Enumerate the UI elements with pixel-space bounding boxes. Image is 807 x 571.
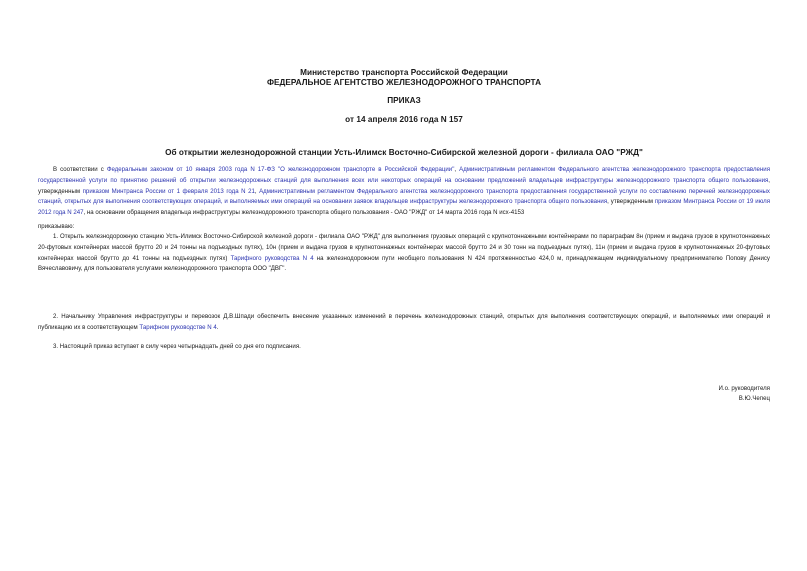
document-title: Об открытии железнодорожной станции Усть-Илимск Восточно-Сибирской железной дороги - филиала ОАО "РЖД" xyxy=(165,148,643,157)
agency-name: ФЕДЕРАЛЬНОЕ АГЕНТСТВО ЖЕЛЕЗНОДОРОЖНОГО ТРАНСПОРТА xyxy=(266,78,542,87)
item-1-paragraph xyxy=(38,232,770,275)
federal-law-link[interactable]: Федеральным законом от 10 января 2003 года N 17-ФЗ "О железнодорожном транспорте в Российской Федерации" xyxy=(106,166,455,173)
preamble-text-2: , xyxy=(454,166,460,173)
tariff-guide-link[interactable]: Тарифного руководства N 4 xyxy=(230,254,314,262)
order-247-link[interactable]: приказом Минтранса России от 19 июля 2012 года N 247 xyxy=(38,198,770,217)
order-21-link[interactable]: приказом Минтранса России от 1 февраля 2013 года N 21 xyxy=(82,187,255,195)
item-3-paragraph: 3. Настоящий приказ вступает в силу через четырнадцать дней со дня его подписания. xyxy=(53,343,301,350)
item-2-paragraph xyxy=(38,312,770,334)
item-1-text-1: 1. Открыть железнодорожную станцию Усть-Илимск Восточно-Сибирской железной дороги - филиала ОАО "РЖД" для выполнения грузовых операций с крупнотоннажными контейнерами по параграфам 8н (прием и выдача грузов в крупнотоннажных 20-футовых контейнерах массой брутто 20 и 24 тонны на подъездных путях), 10н (прием и выдача грузов в крупнотоннажных контейнерах массой брутто 24 и 30 тонн на подъездных путях), 11н (прием и выдача грузов в крупнотоннажных 20-футовых контейнерах массой брутто до 41 тонны на подъездных путях) xyxy=(38,233,770,262)
item-2-text-2: . xyxy=(216,323,219,331)
regulation-lists-link[interactable]: Административным регламентом Федерального агентства железнодорожного транспорта предоставления государственной услуги по составлению перечней железнодорожных станций, открытых для выполнения соответствующих операций, и выполняемых ими операций на основании заявок владельцев инфраструктуры железнодорожного транспорта общего пользования xyxy=(38,187,770,206)
decree-word: приказываю: xyxy=(38,223,75,230)
preamble-text-6: , на основании обращения владельца инфраструктуры железнодорожного транспорта общего пользования - ОАО "РЖД" от 14 марта 2016 года N исх-4153 xyxy=(83,209,525,217)
ministry-name: Министерство транспорта Российской Федерации xyxy=(300,68,508,77)
preamble-text-4: , xyxy=(254,187,260,195)
regulation-opening-link[interactable]: Административным регламентом Федерального агентства железнодорожного транспорта предоставления государственной услуги по принятию решений об открытии железнодорожных станций для выполнения всех или некоторых операций на основании предложений владельцев инфраструктуры железнодорожного транспорта общего пользования xyxy=(38,166,771,184)
item-1-text-2: на железнодорожном пути необщего пользования N 424 протяженностью 424,0 м, принадлежащем индивидуальному предпринимателю Попову Денису Вячеславовичу, для пользователя услугами железнодорожного транспорта ООО "ДВГ". xyxy=(38,254,770,273)
document-type: ПРИКАЗ xyxy=(387,96,421,105)
document-page xyxy=(38,0,770,571)
preamble-text-1: В соответствии с xyxy=(53,166,107,173)
item-2-text-1: 2. Начальнику Управления инфраструктуры и перевозок Д.В.Шпади обеспечить внесение указанных изменений в перечень железнодорожных станций, открытых для выполнения соответствующих операций, и выполняемых ими операций и публикацию их в соответствующем xyxy=(38,313,770,331)
preamble-text-3: , утвержденным xyxy=(38,176,770,195)
signatory-name: В.Ю.Чепец xyxy=(738,395,770,402)
tariff-guide-link-2[interactable]: Тарифном руководстве N 4 xyxy=(139,323,217,331)
preamble-paragraph xyxy=(38,165,770,219)
document-date-number: от 14 апреля 2016 года N 157 xyxy=(345,115,463,124)
signatory-role: И.о. руководителя xyxy=(718,385,770,392)
preamble-text-5: , утвержденным xyxy=(607,198,655,206)
